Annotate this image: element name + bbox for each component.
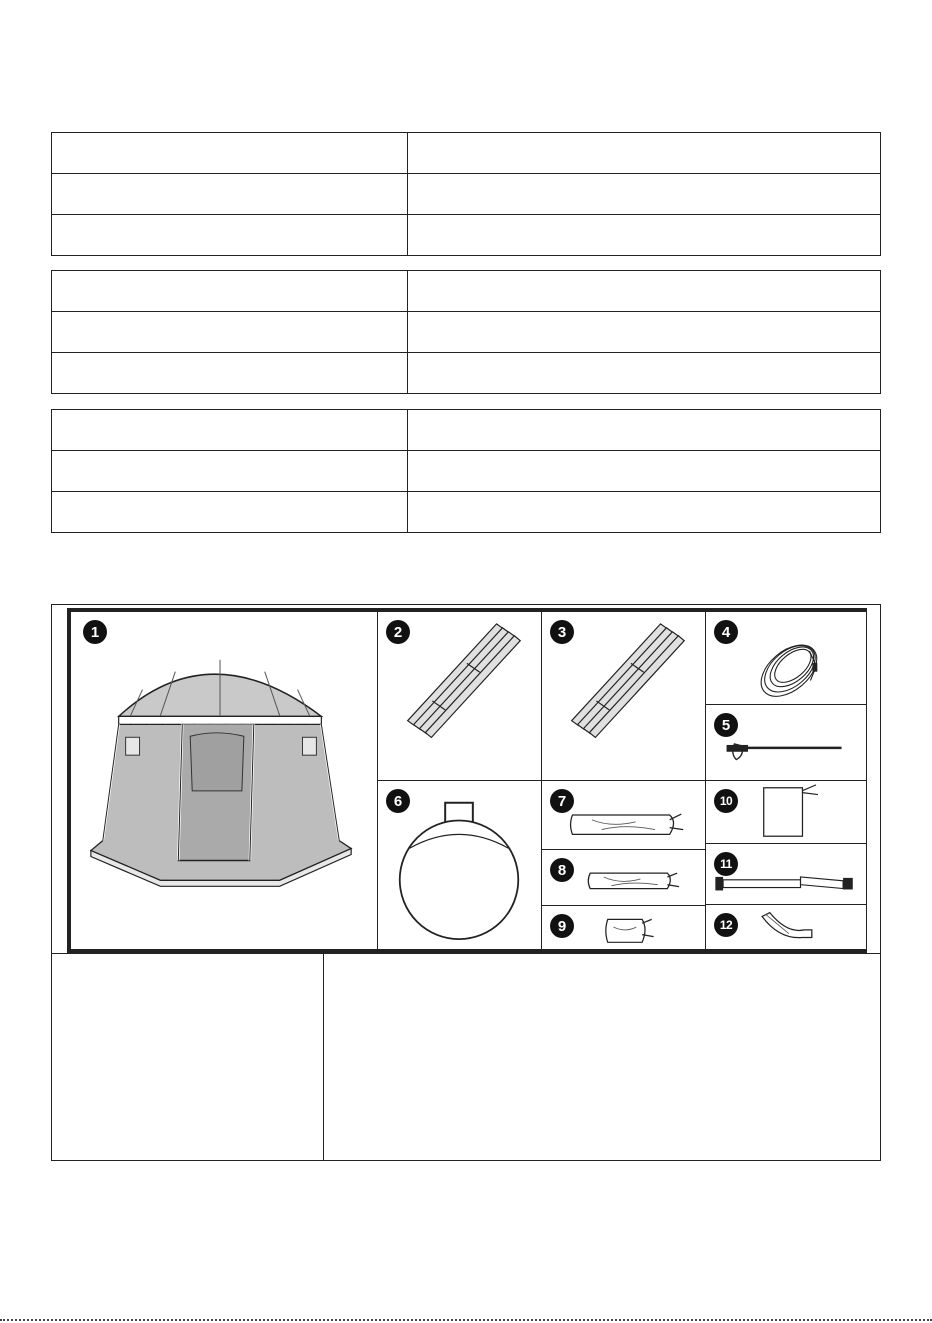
part-number-badge: 1 bbox=[83, 620, 107, 644]
table-cell bbox=[52, 492, 408, 533]
part-number-badge: 7 bbox=[550, 789, 574, 813]
part-cell-6 bbox=[377, 780, 542, 950]
part-cell-11 bbox=[705, 843, 867, 905]
table-cell bbox=[408, 451, 881, 492]
table-cell bbox=[52, 215, 408, 256]
table-cell bbox=[408, 353, 881, 394]
spec-table-2 bbox=[51, 270, 881, 394]
part-cell-10 bbox=[705, 780, 867, 844]
table-cell bbox=[52, 410, 408, 451]
table-cell bbox=[408, 312, 881, 353]
table-cell bbox=[52, 312, 408, 353]
part-cell-2 bbox=[377, 611, 542, 781]
table-row bbox=[52, 410, 881, 451]
table-row bbox=[52, 312, 881, 353]
part-cell-1 bbox=[70, 611, 378, 950]
part-number-badge: 3 bbox=[550, 620, 574, 644]
part-cell-5 bbox=[705, 704, 867, 782]
table-cell bbox=[408, 174, 881, 215]
part-cell-12 bbox=[705, 904, 867, 950]
table-row bbox=[52, 174, 881, 215]
table-cell bbox=[408, 410, 881, 451]
part-number-badge: 11 bbox=[714, 852, 738, 876]
table-cell bbox=[52, 353, 408, 394]
table-cell bbox=[408, 215, 881, 256]
part-number-badge: 12 bbox=[714, 913, 738, 937]
table-row bbox=[52, 451, 881, 492]
part-number-badge: 8 bbox=[550, 858, 574, 882]
page-edge-divider bbox=[0, 1319, 932, 1321]
spec-table-3 bbox=[51, 409, 881, 533]
table-row bbox=[52, 353, 881, 394]
table-row bbox=[52, 271, 881, 312]
parts-list-figure bbox=[51, 604, 881, 1161]
part-number-badge: 4 bbox=[714, 620, 738, 644]
part-cell-7 bbox=[541, 780, 706, 850]
description-left-cell bbox=[52, 953, 324, 1160]
table-cell bbox=[52, 451, 408, 492]
table-cell bbox=[52, 133, 408, 174]
part-number-badge: 6 bbox=[386, 789, 410, 813]
parts-grid bbox=[67, 608, 867, 953]
part-number-badge: 2 bbox=[386, 620, 410, 644]
part-cell-9 bbox=[541, 905, 706, 950]
part-cell-3 bbox=[541, 611, 706, 781]
table-cell bbox=[408, 271, 881, 312]
table-row bbox=[52, 215, 881, 256]
part-cell-8 bbox=[541, 849, 706, 906]
part-cell-4 bbox=[705, 611, 867, 705]
table-cell bbox=[52, 271, 408, 312]
part-number-badge: 10 bbox=[714, 789, 738, 813]
table-cell bbox=[408, 133, 881, 174]
part-number-badge: 5 bbox=[714, 713, 738, 737]
spec-table-1 bbox=[51, 132, 881, 256]
table-cell bbox=[52, 174, 408, 215]
table-row bbox=[52, 133, 881, 174]
screen-house-icon bbox=[71, 612, 377, 949]
table-cell bbox=[408, 492, 881, 533]
table-row bbox=[52, 492, 881, 533]
part-number-badge: 9 bbox=[550, 914, 574, 938]
description-right-cell bbox=[324, 953, 880, 1160]
